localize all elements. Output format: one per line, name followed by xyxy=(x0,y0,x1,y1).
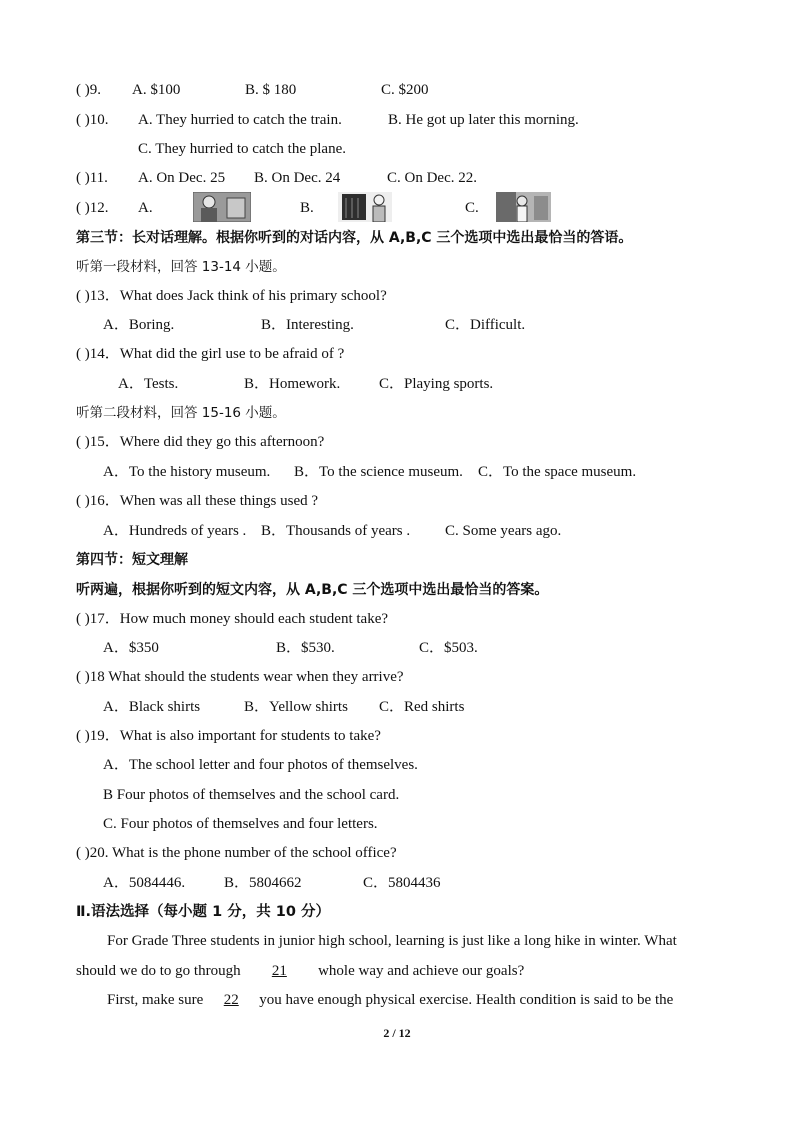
grammar-paragraph-2 xyxy=(107,990,673,1010)
section-4-instruction: 听两遍，根据你听到的短文内容，从 A,B,C 三个选项中选出最恰当的答案。 xyxy=(76,582,549,598)
q9-number: ( )9. xyxy=(76,82,101,98)
q11-option-c: C. On Dec. 22. xyxy=(387,170,477,186)
q16-option-b: B．Thousands of years . xyxy=(261,523,411,539)
section-3-part-2: 听第二段材料，回答 15-16 小题。 xyxy=(76,405,286,421)
q14-option-c: C．Playing sports. xyxy=(379,376,494,392)
q14-option-b: B．Homework. xyxy=(244,376,341,392)
q11-option-b: B. On Dec. 24 xyxy=(254,170,341,186)
q15-option-b: B．To the science museum. xyxy=(294,464,463,480)
grammar-paragraph-1-line-1: For Grade Three students in junior high school, learning is just like a long hike in winter. What xyxy=(107,933,677,949)
section-3-part-1: 听第一段材料，回答 13-14 小题。 xyxy=(76,259,286,275)
q10-option-c: C. They hurried to catch the plane. xyxy=(138,141,346,157)
q11-number: ( )11. xyxy=(76,170,108,186)
picture-a-image xyxy=(193,192,251,222)
q13-option-c: C．Difficult. xyxy=(445,317,526,333)
q11-option-a: A. On Dec. 25 xyxy=(138,170,226,186)
grammar-text: whole way and achieve our goals? xyxy=(318,963,525,979)
grammar-text: you have enough physical exercise. Health condition is said to be the xyxy=(259,992,674,1008)
q20-option-a: A．5084446. xyxy=(103,875,186,891)
q15-option-a: A．To the history museum. xyxy=(103,464,271,480)
grammar-text: First, make sure xyxy=(107,992,204,1008)
q10-option-b: B. He got up later this morning. xyxy=(388,112,579,128)
q17-option-a: A．$350 xyxy=(103,640,159,656)
section-4-title: 第四节：短文理解 xyxy=(76,552,188,568)
question-10 xyxy=(76,110,109,130)
question-17: ( )17．How much money should each student take? xyxy=(76,611,389,627)
question-14: ( )14．What did the girl use to be afraid of ? xyxy=(76,346,345,362)
q9-option-c: C. $200 xyxy=(381,82,429,98)
q19-option-a: A．The school letter and four photos of themselves. xyxy=(103,757,418,773)
section-3-title: 第三节：长对话理解。根据你听到的对话内容，从 A,B,C 三个选项中选出最恰当的答语。 xyxy=(76,230,633,246)
q16-option-a: A．Hundreds of years . xyxy=(103,523,247,539)
q14-option-a: A．Tests. xyxy=(118,376,179,392)
q18-option-c: C．Red shirts xyxy=(379,699,465,715)
question-19: ( )19．What is also important for students to take? xyxy=(76,728,381,744)
question-9 xyxy=(76,80,101,100)
question-18: ( )18 What should the students wear when they arrive? xyxy=(76,669,404,685)
q19-option-b: B Four photos of themselves and the school card. xyxy=(103,787,400,803)
grammar-paragraph-1-line-2 xyxy=(76,961,524,981)
q9-option-a: A. $100 xyxy=(132,82,181,98)
q18-option-a: A．Black shirts xyxy=(103,699,201,715)
question-11 xyxy=(76,168,108,188)
grammar-section-title: Ⅱ.语法选择（每小题 1 分，共 10 分） xyxy=(76,904,331,920)
question-13: ( )13．What does Jack think of his primary school? xyxy=(76,288,387,304)
page-number: 2 / 12 xyxy=(383,1026,411,1040)
question-16: ( )16．When was all these things used ? xyxy=(76,493,319,509)
picture-b-image xyxy=(338,192,392,222)
q20-option-c: C．5804436 xyxy=(363,875,441,891)
grammar-text: should we do to go through xyxy=(76,963,241,979)
question-12 xyxy=(76,198,109,218)
q9-option-b: B. $ 180 xyxy=(245,82,297,98)
q10-number: ( )10. xyxy=(76,112,109,128)
blank-21: 21 xyxy=(271,963,287,979)
q10-option-a: A. They hurried to catch the train. xyxy=(138,112,342,128)
q19-option-c: C. Four photos of themselves and four letters. xyxy=(103,816,378,832)
q12-option-b: B. xyxy=(300,200,314,216)
question-15: ( )15．Where did they go this afternoon? xyxy=(76,434,325,450)
picture-c-image xyxy=(496,192,551,222)
q12-number: ( )12. xyxy=(76,200,109,216)
q12-option-c: C. xyxy=(465,200,479,216)
q18-option-b: B．Yellow shirts xyxy=(244,699,348,715)
q16-option-c: C. Some years ago. xyxy=(445,523,562,539)
q12-option-a: A. xyxy=(138,200,153,216)
q17-option-b: B．$530. xyxy=(276,640,335,656)
q13-option-b: B．Interesting. xyxy=(261,317,354,333)
q15-option-c: C．To the space museum. xyxy=(478,464,637,480)
blank-22: 22 xyxy=(223,992,239,1008)
q17-option-c: C．$503. xyxy=(419,640,478,656)
q13-option-a: A．Boring. xyxy=(103,317,175,333)
q20-option-b: B．5804662 xyxy=(224,875,302,891)
question-20: ( )20. What is the phone number of the school office? xyxy=(76,845,397,861)
